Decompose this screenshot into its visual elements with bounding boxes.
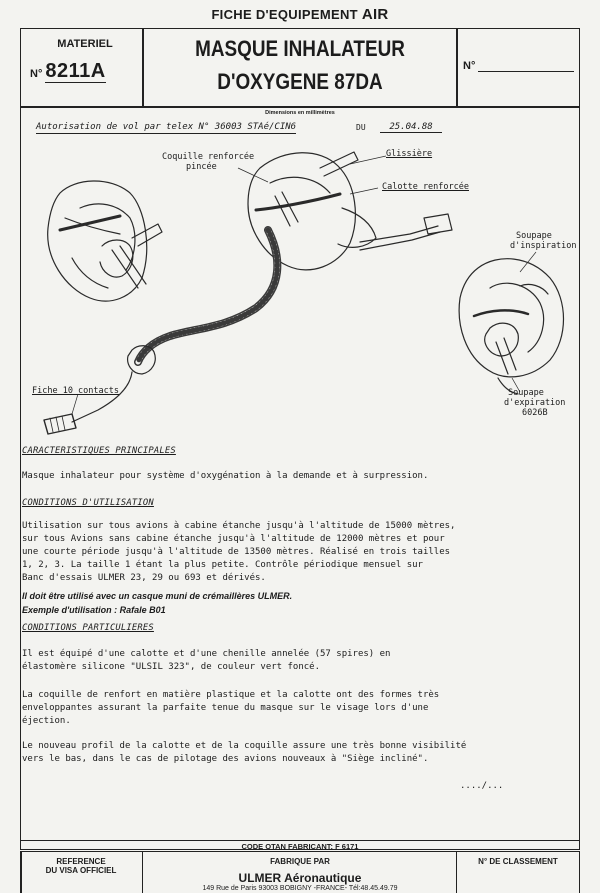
callout-soupape-expiration-line1: Soupape — [508, 388, 544, 398]
number-box-line — [478, 71, 574, 72]
authorisation-text: Autorisation de vol par telex N° 36003 STAé/CIN6 — [36, 122, 297, 132]
conditions-utilisation-line1: Utilisation sur tous avions à cabine étanche jusqu'à l'altitude de 15000 mètres, — [22, 521, 456, 531]
sheet-type: FICHE D'EQUIPEMENT — [211, 7, 358, 22]
callout-soupape-inspiration-line1: Soupape — [516, 231, 552, 241]
dimensions-note: Dimensions en millimètres — [265, 110, 335, 116]
section-caracteristiques-text: Masque inhalateur pour système d'oxygénation à la demande et à surpression. — [22, 471, 429, 481]
header-divider — [20, 106, 580, 108]
conditions-particulieres-p1-line1: Il est équipé d'une calotte et d'une chenille annelée (57 spires) en — [22, 649, 391, 659]
callout-soupape-expiration-line3: 6026B — [522, 408, 548, 418]
callout-coquille-line2: pincée — [186, 162, 217, 172]
mask-side-view-left — [48, 181, 162, 301]
footer-reference-line2: DU VISA OFFICIEL — [45, 866, 117, 875]
callout-coquille-line1: Coquille renforcée — [162, 152, 255, 162]
document-title-line2: D'OXYGENE 87DA — [217, 69, 383, 94]
footer-right-edge — [579, 851, 581, 893]
number-box-prefix: N° — [463, 60, 476, 72]
footer-address: 149 Rue de Paris 93003 BOBIGNY -FRANCE- Tél:48.45.49.79 — [202, 885, 398, 892]
casque-note: Il doit être utilisé avec un casque muni de crémaillères ULMER. — [22, 591, 293, 601]
authorisation-date: 25.04.88 — [380, 122, 442, 133]
conditions-particulieres-p3-line1: Le nouveau profil de la calotte et de la coquille assure une très bonne visibilité — [22, 741, 467, 751]
callout-soupape-inspiration-line2: d'inspiration — [510, 241, 577, 251]
conditions-utilisation-line4: 1, 2, 3. La taille 1 étant la plus petite. Contrôle périodique mensuel sur — [22, 560, 423, 570]
footer-classement: N° DE CLASSEMENT — [478, 857, 558, 866]
sheet-category: AIR — [361, 6, 389, 23]
conditions-particulieres-p2-line2: enveloppantes assurant la parfaite tenue du masque sur le visage lors d'une — [22, 703, 429, 713]
number-box-label — [463, 60, 475, 72]
document-title-line1: MASQUE INHALATEUR — [195, 36, 405, 61]
conditions-particulieres-p2-line3: éjection. — [22, 716, 71, 726]
footer-fabrique-label: FABRIQUE PAR — [270, 857, 330, 866]
materiel-num-prefix: N° — [30, 68, 43, 80]
authorisation-du: DU — [356, 123, 366, 132]
callout-soupape-expiration-line2: d'expiration — [504, 398, 566, 408]
materiel-number — [30, 60, 106, 83]
header-col-divider-2 — [456, 28, 458, 106]
conditions-particulieres-p1-line2: élastomère silicone "ULSIL 323", de couleur vert foncé. — [22, 662, 321, 672]
footer-col-divider-1 — [142, 851, 143, 893]
section-caracteristiques-heading: CARACTERISTIQUES PRINCIPALES — [22, 446, 176, 456]
materiel-label: MATERIEL — [57, 38, 113, 50]
mask-front-view-right — [459, 259, 563, 394]
footer-reference-line1: REFERENCE — [56, 857, 106, 866]
callout-coquille — [162, 152, 254, 172]
callout-calotte: Calotte renforcée — [382, 182, 469, 192]
footer-divider-2 — [20, 851, 580, 852]
section-conditions-particulieres-heading: CONDITIONS PARTICULIERES — [22, 623, 154, 633]
conditions-utilisation-line2: sur tous Avions sans cabine étanche jusqu'à l'altitude de 12000 mètres et pour — [22, 534, 445, 544]
callout-glissiere: Glissière — [386, 149, 433, 159]
header-col-divider-1 — [142, 28, 144, 106]
footer-divider-1 — [20, 840, 580, 841]
callout-soupape-expiration — [504, 388, 565, 418]
section-conditions-utilisation-heading: CONDITIONS D'UTILISATION — [22, 498, 154, 508]
conditions-utilisation-line5: Banc d'essais ULMER 23, 29 ou 693 et dérivés. — [22, 573, 266, 583]
sheet-header — [0, 6, 600, 23]
conditions-utilisation-line3: une courte période jusqu'à l'altitude de 13500 mètres. Réalisé en trois tailles — [22, 547, 451, 557]
continued-marker: ..../... — [460, 781, 504, 791]
callout-fiche-contacts: Fiche 10 contacts — [32, 386, 119, 396]
callout-soupape-inspiration — [510, 231, 577, 251]
exemple-utilisation: Exemple d'utilisation : Rafale B01 — [22, 605, 166, 615]
footer-col-divider-2 — [456, 851, 457, 893]
materiel-num-value: 8211A — [45, 60, 106, 82]
otan-code: CODE OTAN FABRICANT: F 6171 — [241, 842, 359, 851]
footer-brand: ULMER Aéronautique — [238, 871, 362, 885]
footer-reference — [20, 857, 142, 875]
conditions-particulieres-p2-line1: La coquille de renfort en matière plastique et la calotte ont des formes très — [22, 690, 440, 700]
conditions-particulieres-p3-line2: vers le bas, dans le cas de pilotage des avions nouveaux à "Siège incliné". — [22, 754, 429, 764]
